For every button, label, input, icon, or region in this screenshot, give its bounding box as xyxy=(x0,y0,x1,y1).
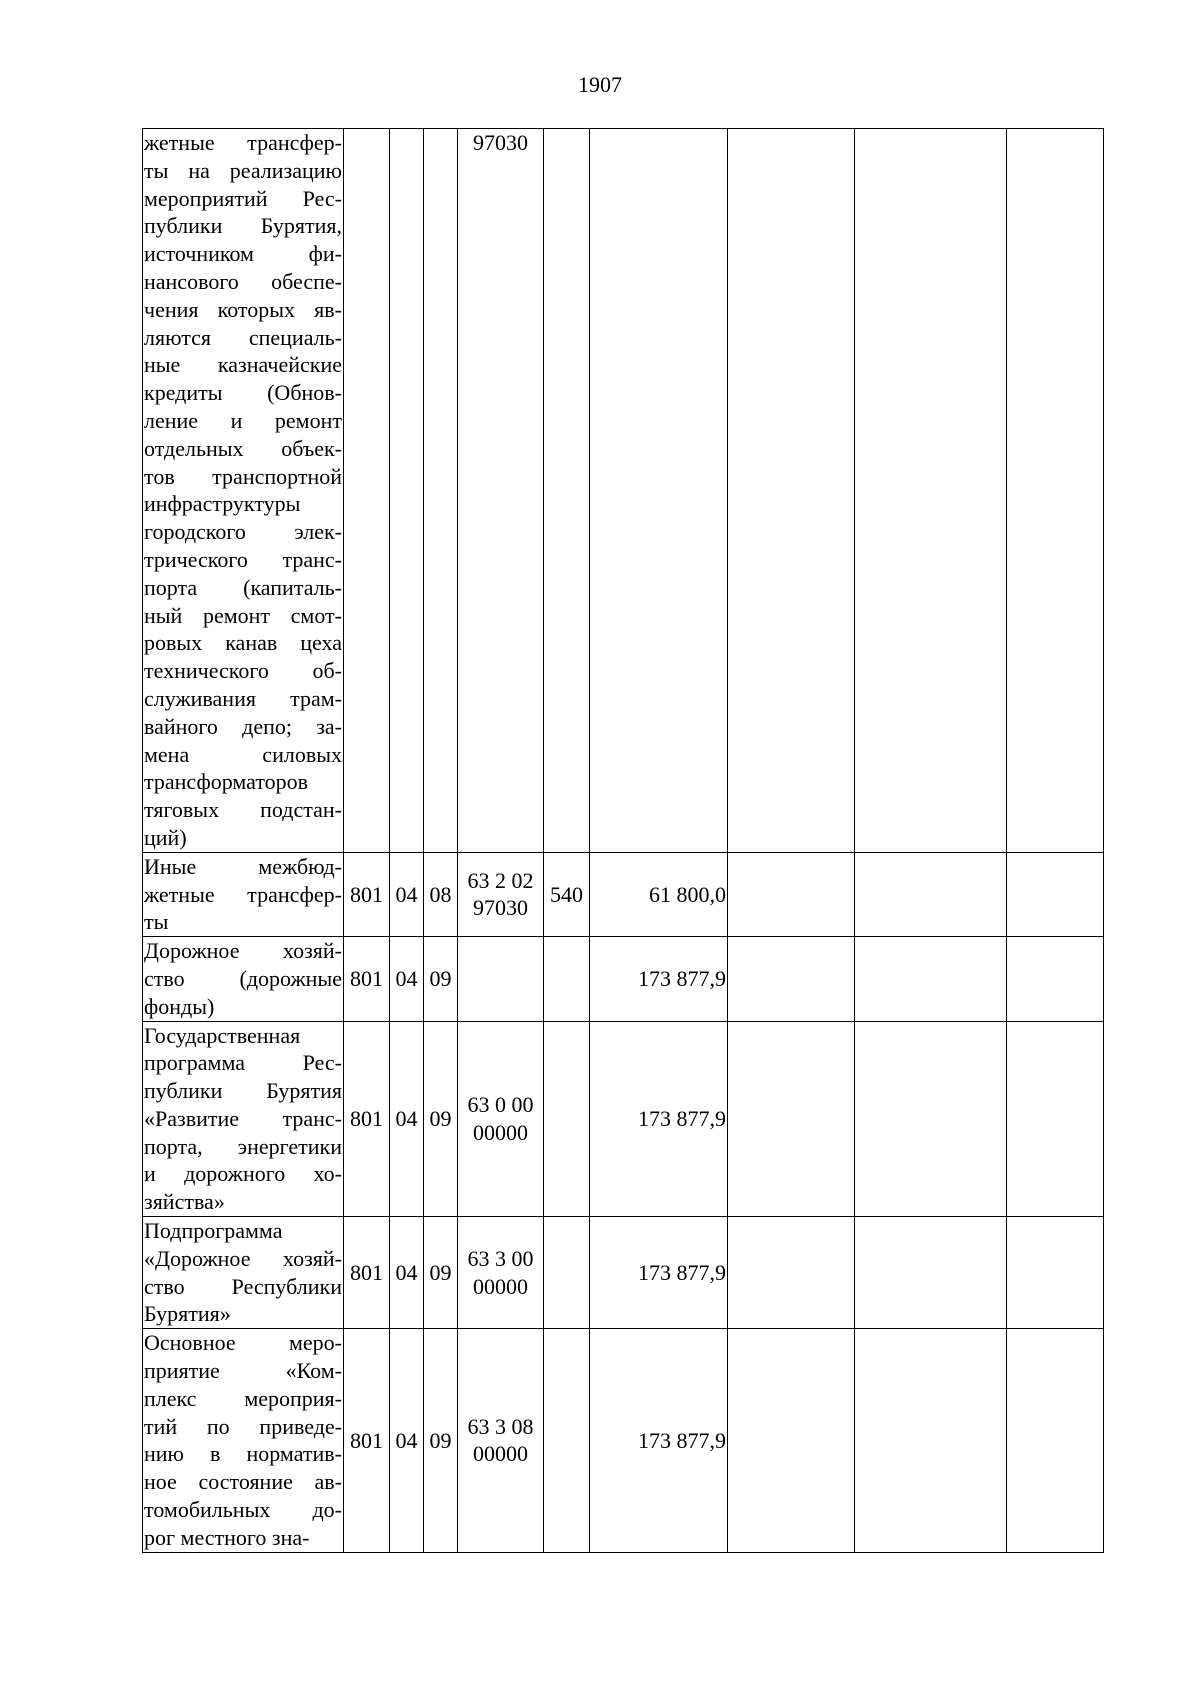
subsection-code-cell: 09 xyxy=(424,1329,458,1552)
row-name-line: трансформаторов xyxy=(144,769,309,795)
amount-cell-3 xyxy=(855,129,1007,853)
target-article-cell xyxy=(458,852,544,936)
ministry-code-cell: 801 xyxy=(344,1021,390,1217)
row-name-line: Государственная xyxy=(144,1022,301,1048)
row-name-line: фонды) xyxy=(144,993,215,1019)
amount-cell: 173 877,9 xyxy=(590,937,728,1021)
row-name-line: ляются специаль- xyxy=(144,324,342,350)
row-name-line: Основное меро- xyxy=(144,1330,342,1356)
amount-cell-2 xyxy=(728,129,855,853)
table-row xyxy=(143,129,1104,853)
row-name-line: программа Рес- xyxy=(144,1050,342,1076)
ministry-code-cell xyxy=(344,129,390,853)
row-name-line: томобильных до- xyxy=(144,1497,342,1523)
row-name-cell xyxy=(143,937,344,1021)
row-name-line: чения которых яв- xyxy=(144,296,342,322)
row-name-line: мероприятий Рес- xyxy=(144,185,342,211)
row-name-line: «Дорожное хозяй- xyxy=(144,1245,342,1271)
amount-cell-2 xyxy=(728,1021,855,1217)
subsection-code-cell: 09 xyxy=(424,937,458,1021)
subsection-code-cell: 08 xyxy=(424,852,458,936)
row-name-line: жетные трансфер- xyxy=(144,881,342,907)
row-name-line: ный ремонт смот- xyxy=(144,602,342,628)
row-name-line: отдельных объек- xyxy=(144,435,342,461)
target-article-line: 97030 xyxy=(473,130,528,155)
amount-cell-4 xyxy=(1007,1021,1104,1217)
row-name-cell xyxy=(143,129,344,853)
row-name-line: порта, энергетики xyxy=(144,1133,342,1159)
row-name-line: мена силовых xyxy=(144,741,342,767)
ministry-code-cell: 801 xyxy=(344,1217,390,1329)
ministry-code-cell: 801 xyxy=(344,937,390,1021)
row-name-line: нию в норматив- xyxy=(144,1441,342,1467)
target-article-cell xyxy=(458,1329,544,1552)
table-row xyxy=(143,937,1104,1021)
section-code-cell: 04 xyxy=(390,937,424,1021)
target-article-cell xyxy=(458,1217,544,1329)
amount-cell: 173 877,9 xyxy=(590,1329,728,1552)
amount-cell-4 xyxy=(1007,1217,1104,1329)
page-number: 1907 xyxy=(578,72,622,97)
table-row xyxy=(143,1217,1104,1329)
row-name-line: тяговых подстан- xyxy=(144,797,342,823)
section-code-cell: 04 xyxy=(390,1021,424,1217)
amount-cell-3 xyxy=(855,937,1007,1021)
row-name-line: и дорожного хо- xyxy=(144,1161,342,1187)
row-name-line: ление и ремонт xyxy=(144,407,342,433)
target-article-line: 97030 xyxy=(473,895,528,921)
amount-cell-3 xyxy=(855,1329,1007,1552)
amount-cell xyxy=(590,129,728,853)
row-name-line: инфраструктуры xyxy=(144,491,301,517)
amount-cell: 173 877,9 xyxy=(590,1021,728,1217)
row-name-line: городского элек- xyxy=(144,519,342,545)
row-name-line: ровых канав цеха xyxy=(144,630,342,656)
amount-cell-2 xyxy=(728,852,855,936)
amount-cell: 173 877,9 xyxy=(590,1217,728,1329)
amount-cell-2 xyxy=(728,1217,855,1329)
expense-type-cell xyxy=(544,129,590,853)
target-article-cell xyxy=(458,937,544,1021)
subsection-code-cell: 09 xyxy=(424,1217,458,1329)
ministry-code-cell: 801 xyxy=(344,852,390,936)
row-name-cell xyxy=(143,852,344,936)
row-name-line: ство Республики xyxy=(144,1273,342,1299)
row-name-line: ты xyxy=(144,909,169,935)
row-name-line: ство (дорожные xyxy=(144,965,342,991)
expense-type-cell xyxy=(544,937,590,1021)
row-name-line: жетные трансфер- xyxy=(144,130,342,155)
target-article-line: 63 0 00 xyxy=(467,1091,534,1117)
row-name-line: ций) xyxy=(144,824,187,850)
row-name-line: Подпрограмма xyxy=(144,1218,283,1244)
row-name-cell xyxy=(143,1021,344,1217)
row-name-line: Дорожное хозяй- xyxy=(144,938,342,964)
amount-cell-4 xyxy=(1007,1329,1104,1552)
row-name-line: ное состояние ав- xyxy=(144,1469,342,1495)
target-article-line: 00000 xyxy=(473,1273,528,1299)
amount-cell-3 xyxy=(855,852,1007,936)
row-name-line: приятие «Ком- xyxy=(144,1358,342,1384)
amount-cell-4 xyxy=(1007,129,1104,853)
ministry-code-cell: 801 xyxy=(344,1329,390,1552)
row-name-line: публики Бурятия xyxy=(144,1078,342,1104)
target-article-line: 00000 xyxy=(473,1441,528,1467)
row-name-line: Бурятия» xyxy=(144,1301,231,1327)
row-name-line: плекс мероприя- xyxy=(144,1385,342,1411)
expense-type-cell xyxy=(544,1329,590,1552)
target-article-cell xyxy=(458,129,544,853)
row-name-line: вайного депо; за- xyxy=(144,713,342,739)
subsection-code-cell: 09 xyxy=(424,1021,458,1217)
row-name-line: рог местного зна- xyxy=(144,1524,310,1550)
row-name-cell xyxy=(143,1329,344,1552)
section-code-cell: 04 xyxy=(390,852,424,936)
target-article-line: 63 3 08 xyxy=(467,1413,534,1439)
subsection-code-cell xyxy=(424,129,458,853)
row-name-line: тий по приведе- xyxy=(144,1413,342,1439)
table-row xyxy=(143,1329,1104,1552)
section-code-cell: 04 xyxy=(390,1217,424,1329)
row-name-line: нансового обеспе- xyxy=(144,268,342,294)
budget-table xyxy=(142,128,1104,1553)
expense-type-cell xyxy=(544,1021,590,1217)
table-row xyxy=(143,852,1104,936)
table-row xyxy=(143,1021,1104,1217)
table-body xyxy=(143,129,1104,1553)
row-name-line: служивания трам- xyxy=(144,685,342,711)
amount-cell-3 xyxy=(855,1021,1007,1217)
amount-cell-4 xyxy=(1007,937,1104,1021)
row-name-line: публики Бурятия, xyxy=(144,213,342,239)
section-code-cell: 04 xyxy=(390,1329,424,1552)
target-article-line: 00000 xyxy=(473,1119,528,1145)
row-name-cell xyxy=(143,1217,344,1329)
row-name-line: кредиты (Обнов- xyxy=(144,380,342,406)
row-name-line: порта (капиталь- xyxy=(144,574,342,600)
expense-type-cell: 540 xyxy=(544,852,590,936)
target-article-line: 63 3 00 xyxy=(467,1245,534,1271)
expense-type-cell xyxy=(544,1217,590,1329)
row-name-line: «Развитие транс- xyxy=(144,1105,342,1131)
row-name-line: ные казначейские xyxy=(144,352,342,378)
amount-cell-4 xyxy=(1007,852,1104,936)
row-name-line: зяйства» xyxy=(144,1189,225,1215)
row-name-line: технического об- xyxy=(144,658,342,684)
row-name-line: трического транс- xyxy=(144,546,342,572)
row-name-line: ты на реализацию xyxy=(144,157,342,183)
row-name-line: тов транспортной xyxy=(144,463,342,489)
target-article-line: 63 2 02 xyxy=(467,867,534,893)
amount-cell-3 xyxy=(855,1217,1007,1329)
amount-cell-2 xyxy=(728,937,855,1021)
section-code-cell xyxy=(390,129,424,853)
target-article-cell xyxy=(458,1021,544,1217)
amount-cell: 61 800,0 xyxy=(590,852,728,936)
row-name-line: Иные межбюд- xyxy=(144,853,342,879)
amount-cell-2 xyxy=(728,1329,855,1552)
row-name-line: источником фи- xyxy=(144,241,342,267)
